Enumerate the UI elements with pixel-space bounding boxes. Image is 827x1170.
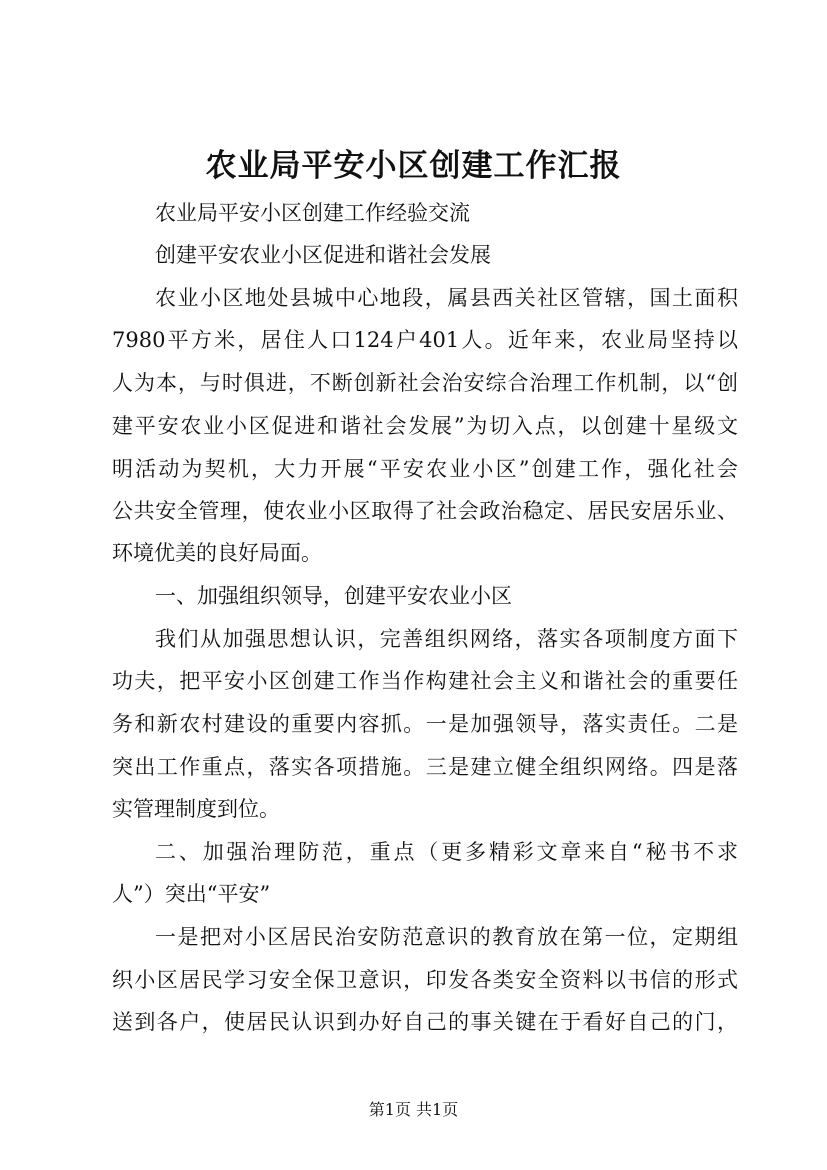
- paragraph-line: 人为本，与时俱进，不断创新社会治安综合治理工作机制，以“创: [112, 371, 738, 395]
- paragraph-line: 功夫，把平安小区创建工作当作构建社会主义和谐社会的重要任: [112, 669, 738, 693]
- paragraph-line: 实管理制度到位。: [112, 797, 280, 821]
- document-title: 农业局平安小区创建工作汇报: [205, 148, 622, 184]
- subtitle-theme: 创建平安农业小区促进和谐社会发展: [155, 243, 491, 267]
- paragraph-line: 明活动为契机，大力开展“平安农业小区”创建工作，强化社会: [112, 457, 738, 481]
- paragraph-line: 务和新农村建设的重要内容抓。一是加强领导，落实责任。二是: [112, 712, 738, 736]
- paragraph-line: 建平安农业小区促进和谐社会发展”为切入点，以创建十星级文: [112, 414, 738, 438]
- section-heading: 二、加强治理防范，重点（更多精彩文章来自“秘书不求: [155, 840, 738, 864]
- paragraph-line: 农业小区地处县城中心地段，属县西关社区管辖，国土面积: [155, 286, 738, 310]
- paragraph-line: 公共安全管理，使农业小区取得了社会政治稳定、居民安居乐业、: [112, 499, 738, 523]
- page-footer: 第1页 共1页: [368, 1100, 459, 1119]
- subtitle-exchange: 农业局平安小区创建工作经验交流: [155, 201, 470, 225]
- paragraph-line: 一是把对小区居民治安防范意识的教育放在第一位，定期组: [155, 925, 738, 949]
- section-heading: 一、加强组织领导，创建平安农业小区: [155, 584, 512, 608]
- paragraph-line: 织小区居民学习安全保卫意识，印发各类安全资料以书信的形式: [112, 968, 738, 992]
- paragraph-line: 突出工作重点，落实各项措施。三是建立健全组织网络。四是落: [112, 755, 738, 779]
- paragraph-line: 送到各户，使居民认识到办好自己的事关键在于看好自己的门，: [112, 1010, 738, 1034]
- section-heading: 人”）突出“平安”: [112, 882, 271, 906]
- paragraph-line: 环境优美的良好局面。: [112, 541, 322, 565]
- paragraph-line: 我们从加强思想认识，完善组织网络，落实各项制度方面下: [155, 627, 738, 651]
- paragraph-line: 7980平方米，居住人口124户401人。近年来，农业局坚持以: [112, 328, 738, 352]
